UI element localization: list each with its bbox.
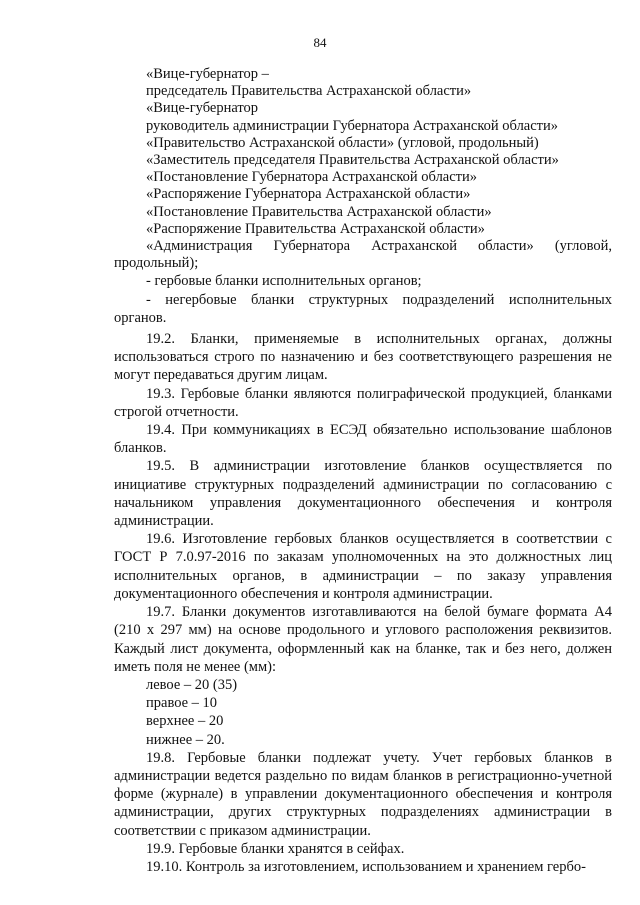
form-title-line: председатель Правительства Астраханской области» — [146, 83, 472, 100]
paragraph-19-10: 19.10. Контроль за изготовлением, использованием и хранением гербо- — [146, 858, 586, 875]
form-title-line: «Постановление Губернатора Астраханской области» — [146, 169, 478, 186]
paragraph-19-9: 19.9. Гербовые бланки хранятся в сейфах. — [146, 840, 405, 857]
paragraph-admin-form: «Администрация Губернатора Астраханской области» (угловой, продольный); — [114, 238, 612, 272]
page-number: 84 — [313, 35, 327, 50]
form-title-line: руководитель администрации Губернатора Астраханской области» — [146, 117, 559, 134]
paragraph-19-3: 19.3. Гербовые бланки являются полиграфической продукцией, бланками строгой отчетности. — [114, 385, 612, 420]
form-title-line: «Заместитель председателя Правительства Астраханской области» — [146, 152, 559, 169]
form-title-line: «Постановление Правительства Астраханской области» — [146, 203, 492, 220]
paragraph-19-6: 19.6. Изготовление гербовых бланков осуществляется в соответствии с ГОСТ Р 7.0.97-2016 по заказам уполномоченных на это должностных лиц исполнительных органов, в администрации – по заказу управления документационного обеспечения и контроля администрации. — [114, 531, 612, 602]
bullet-item: - негербовые бланки структурных подразделений исполнительных органов. — [114, 291, 612, 326]
form-title-line: «Вице-губернатор — [146, 100, 259, 117]
margin-item: левое – 20 (35) — [146, 676, 238, 693]
form-title-line: «Распоряжение Губернатора Астраханской области» — [146, 186, 471, 203]
paragraph-19-4: 19.4. При коммуникациях в ЕСЭД обязательно использование шаблонов бланков. — [114, 422, 612, 457]
paragraph-19-7: 19.7. Бланки документов изготавливаются на белой бумаге формата А4 (210 х 297 мм) на основе продольного и углового расположения реквизитов. Каждый лист документа, оформленный как на бланке, так и без него, должен иметь поля не менее (мм): — [114, 604, 612, 675]
form-title-line: «Вице-губернатор – — [146, 66, 269, 82]
margin-item: верхнее – 20 — [146, 713, 224, 730]
form-title-line: «Распоряжение Правительства Астраханской области» — [146, 220, 485, 237]
paragraph-19-8: 19.8. Гербовые бланки подлежат учету. Учет гербовых бланков в администрации ведется раздельно по видам бланков в регистрационно-учетной форме (журнале) в управлении документационного обеспечения и контроля администрации, других структурных подразделениях администрации в соответствии с приказом администрации. — [114, 749, 612, 839]
paragraph-19-5: 19.5. В администрации изготовление бланков осуществляется по инициативе структурных подразделений администрации по согласованию с начальником управления документационного обеспечения и контроля администрации. — [114, 458, 612, 530]
bullet-item: - гербовые бланки исполнительных органов; — [146, 273, 422, 290]
paragraph-19-2: 19.2. Бланки, применяемые в исполнительных органах, должны использоваться строго по назначению и без соответствующего разрешения не могут передаваться другим лицам. — [114, 331, 612, 384]
margin-item: правое – 10 — [146, 695, 218, 712]
form-title-line: «Правительство Астраханской области» (угловой, продольный) — [146, 134, 539, 151]
margin-item: нижнее – 20. — [146, 731, 225, 748]
document-body — [114, 66, 612, 876]
